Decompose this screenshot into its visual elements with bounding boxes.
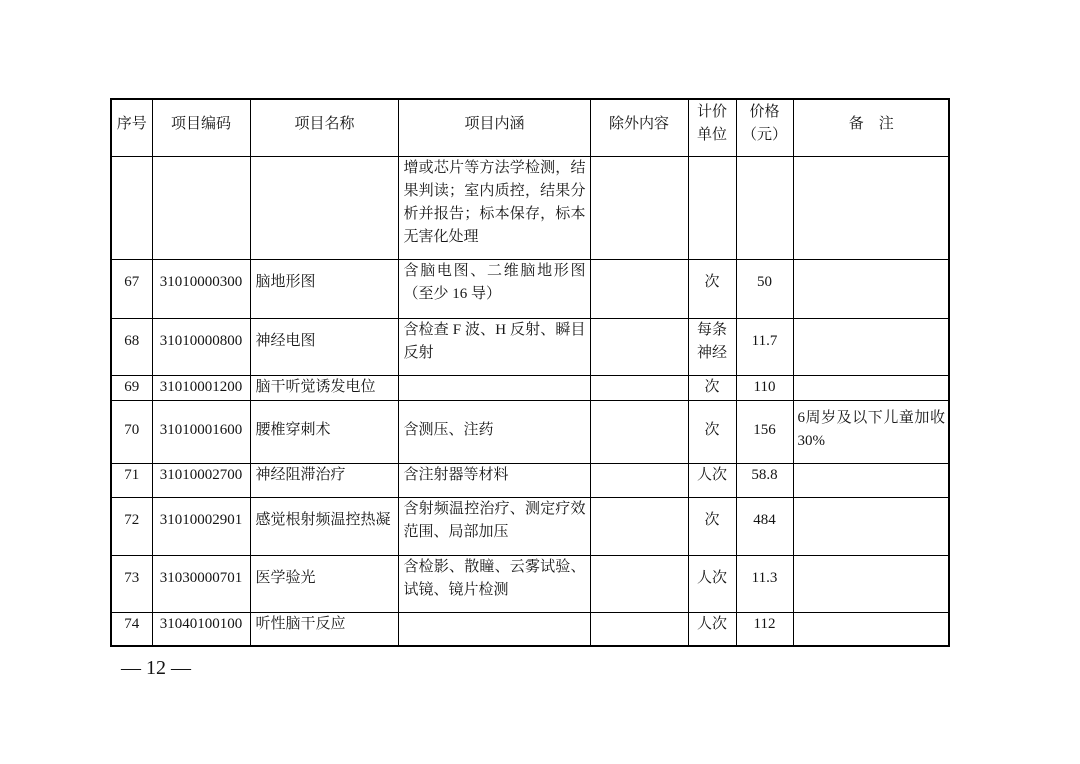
cell-remark [793,555,949,612]
content-line: 果判读；室内质控，结果分 [403,182,586,199]
cell-price: 110 [736,375,793,400]
cell-unit: 次 [688,400,736,463]
content-line: 含测压、注药 [403,421,494,438]
cell-remark [793,612,949,646]
cell-excluded [590,555,688,612]
header-excluded: 除外内容 [590,99,688,156]
header-row [111,99,949,156]
header-price-line: （元） [741,126,787,144]
cell-excluded [590,318,688,375]
table-row [111,497,949,555]
cell-remark [793,400,949,463]
cell-remark [793,318,949,375]
header-price-line: 价格 [749,103,780,121]
cell-code: 31040100100 [152,612,250,646]
table-row [111,259,949,318]
cell-unit: 次 [688,497,736,555]
cell-unit: 次 [688,259,736,318]
cell-price: 50 [736,259,793,318]
header-name: 项目名称 [250,99,398,156]
cell-price: 156 [736,400,793,463]
cell-code: 31010002700 [152,463,250,497]
cell-code: 31010001200 [152,375,250,400]
header-unit [688,99,736,156]
table-row [111,318,949,375]
cell-code [152,156,250,259]
cell-name: 脑干听觉诱发电位 [250,375,398,400]
unit-line: 神经 [696,344,727,361]
cell-content [398,259,590,318]
cell-content [398,555,590,612]
cell-seq: 74 [111,612,152,646]
content-line: 含检影、散瞳、云雾试验、 [403,558,586,575]
content-line: 含射频温控治疗、测定疗效 [403,500,586,517]
cell-code: 31010000800 [152,318,250,375]
table-row [111,156,949,259]
unit-line: 每条 [696,321,727,338]
cell-name: 神经电图 [250,318,398,375]
cell-price: 58.8 [736,463,793,497]
table-row [111,400,949,463]
cell-seq [111,156,152,259]
cell-unit [688,156,736,259]
cell-unit: 人次 [688,555,736,612]
header-code: 项目编码 [152,99,250,156]
cell-content [398,463,590,497]
header-content: 项目内涵 [398,99,590,156]
cell-name: 感觉根射频温控热凝 [250,497,398,555]
table-row [111,463,949,497]
content-line: 试镜、镜片检测 [403,581,509,598]
cell-price: 484 [736,497,793,555]
pricing-table [110,98,950,647]
cell-name: 腰椎穿刺术 [250,400,398,463]
cell-content [398,318,590,375]
cell-price [736,156,793,259]
content-line: （至少 16 导） [403,285,502,302]
cell-excluded [590,156,688,259]
content-line: 无害化处理 [403,228,479,245]
content-line: 含脑电图、二维脑地形图 [403,262,586,279]
remark-line: 30% [797,433,825,449]
cell-name: 神经阻滞治疗 [250,463,398,497]
cell-excluded [590,612,688,646]
cell-price: 112 [736,612,793,646]
cell-seq: 68 [111,318,152,375]
cell-code: 31010001600 [152,400,250,463]
cell-content [398,612,590,646]
header-remark: 备 注 [793,99,949,156]
header-unit-line: 单位 [696,126,727,144]
page-number: — 12 — [121,657,191,679]
cell-name [250,156,398,259]
cell-code: 31010002901 [152,497,250,555]
cell-seq: 70 [111,400,152,463]
content-line: 析并报告；标本保存，标本 [403,205,586,222]
cell-excluded [590,375,688,400]
cell-remark [793,259,949,318]
cell-content [398,497,590,555]
cell-price: 11.7 [736,318,793,375]
cell-remark [793,156,949,259]
cell-unit [688,318,736,375]
cell-name: 医学验光 [250,555,398,612]
cell-remark [793,375,949,400]
cell-unit: 人次 [688,463,736,497]
cell-seq: 69 [111,375,152,400]
cell-excluded [590,400,688,463]
cell-remark [793,463,949,497]
header-seq: 序号 [111,99,152,156]
cell-content [398,156,590,259]
table-row [111,612,949,646]
cell-excluded [590,497,688,555]
content-line: 范围、局部加压 [403,523,509,540]
content-line: 含注射器等材料 [403,466,509,483]
table-row [111,555,949,612]
cell-name: 听性脑干反应 [250,612,398,646]
header-price [736,99,793,156]
content-line: 含检查 F 波、H 反射、瞬目 [403,321,586,338]
cell-code: 31030000701 [152,555,250,612]
header-unit-line: 计价 [696,103,727,121]
cell-excluded [590,259,688,318]
cell-unit: 次 [688,375,736,400]
cell-content [398,400,590,463]
cell-remark [793,497,949,555]
cell-seq: 72 [111,497,152,555]
table-row [111,375,949,400]
content-line: 增或芯片等方法学检测，结 [403,159,586,176]
cell-excluded [590,463,688,497]
cell-code: 31010000300 [152,259,250,318]
cell-name: 脑地形图 [250,259,398,318]
cell-price: 11.3 [736,555,793,612]
cell-content [398,375,590,400]
cell-seq: 67 [111,259,152,318]
cell-seq: 73 [111,555,152,612]
remark-line: 6周岁及以下儿童加收 [797,410,945,426]
cell-unit: 人次 [688,612,736,646]
content-line: 反射 [403,344,434,361]
cell-seq: 71 [111,463,152,497]
